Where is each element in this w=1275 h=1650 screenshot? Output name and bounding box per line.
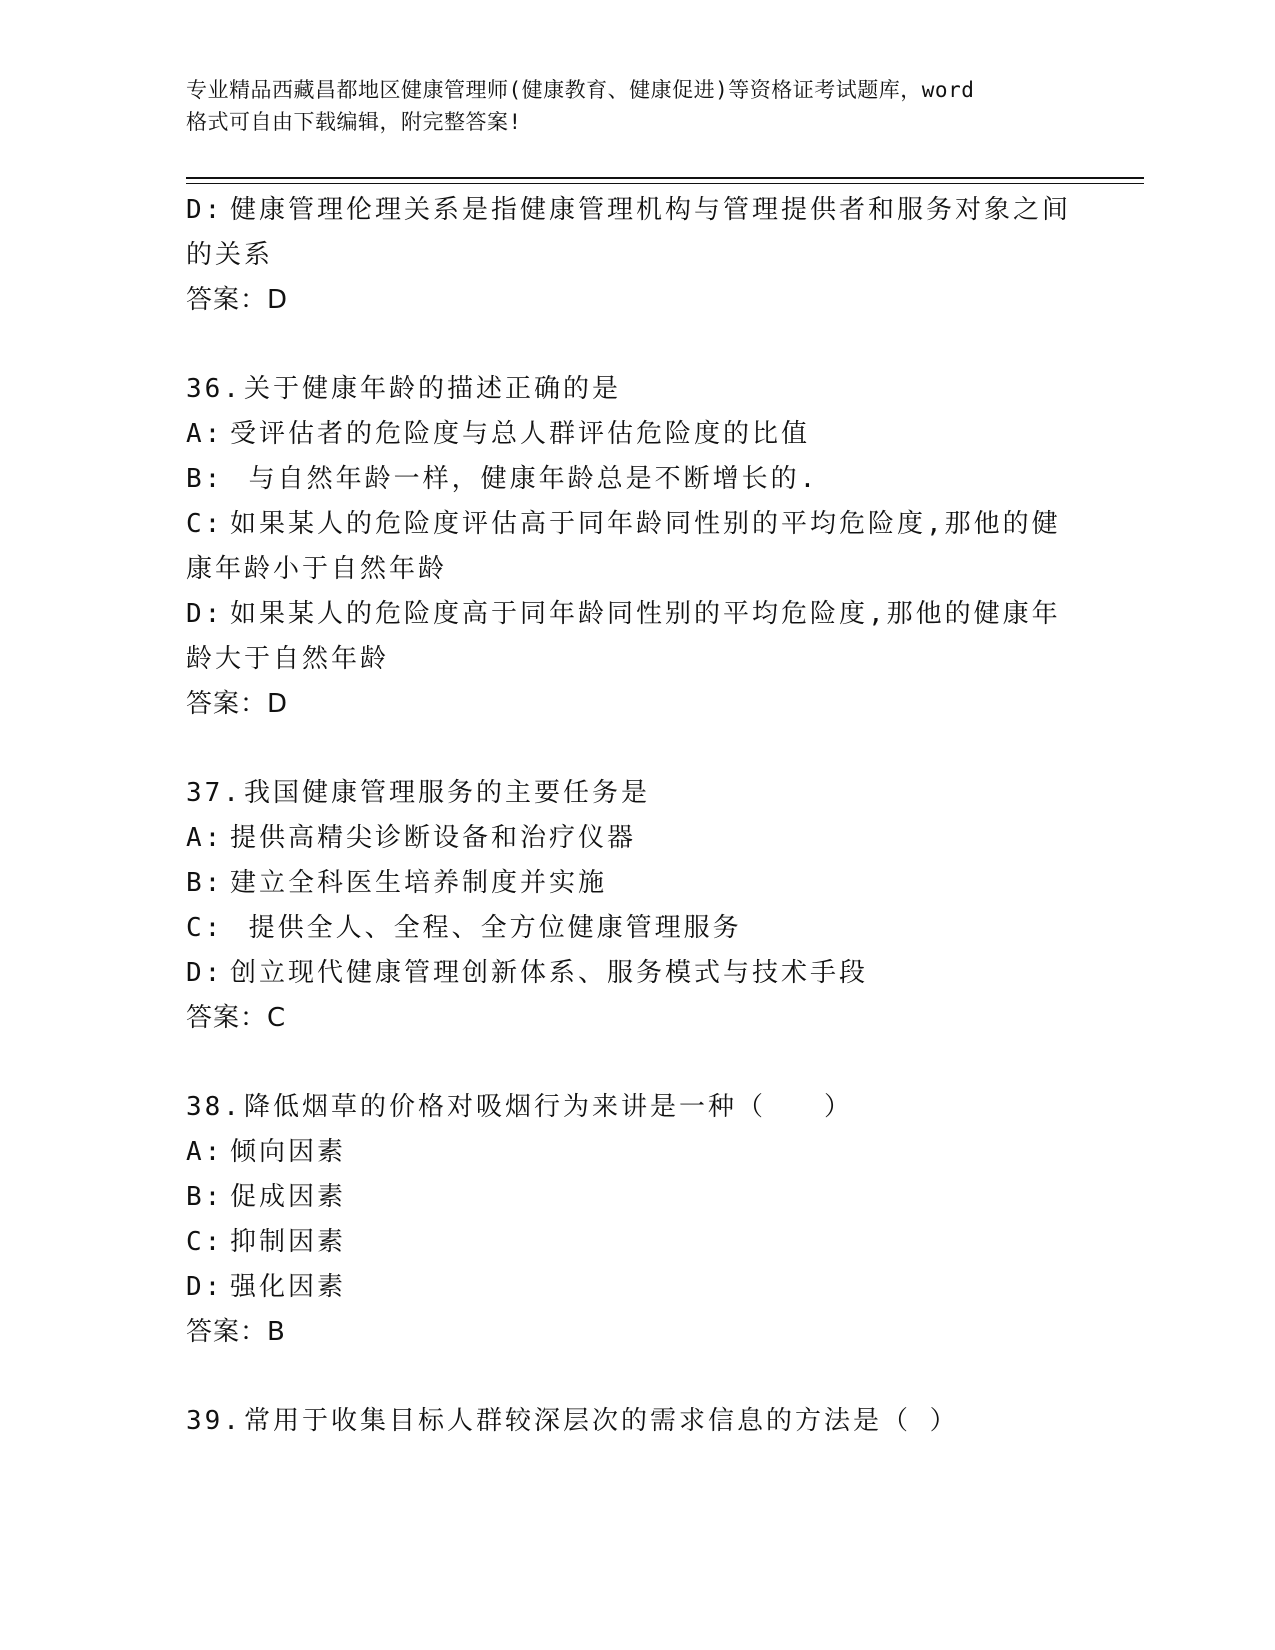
option-text: 与自然年龄一样，健康年龄总是不断增长的. <box>230 464 819 494</box>
option-text: 如果某人的危险度评估高于同年龄同性别的平均危险度,那他的健 <box>230 509 1061 539</box>
option-letter: A: <box>186 419 224 449</box>
option-text: 抑制因素 <box>230 1227 347 1257</box>
question-36 <box>186 367 1086 727</box>
option-letter: C: <box>186 509 224 539</box>
question-stem <box>186 1399 1086 1444</box>
question-39 <box>186 1399 1086 1444</box>
question-stem <box>186 771 1086 816</box>
option-letter: C: <box>186 1227 224 1257</box>
option-letter: B: <box>186 1182 224 1212</box>
option-c <box>186 1220 1086 1265</box>
option-text: 创立现代健康管理创新体系、服务模式与技术手段 <box>230 958 869 988</box>
option-letter: B: <box>186 464 224 494</box>
option-letter: D: <box>186 958 224 988</box>
answer: 答案：B <box>186 1317 286 1347</box>
option-text: 促成因素 <box>230 1182 347 1212</box>
option-c <box>186 906 1086 951</box>
question-number: 37. <box>186 778 242 808</box>
option-d <box>186 592 1086 637</box>
option-d <box>186 1265 1086 1310</box>
answer: 答案：D <box>186 285 289 315</box>
question-text: 降低烟草的价格对吸烟行为来讲是一种（ ） <box>244 1092 854 1122</box>
option-text: 提供高精尖诊断设备和治疗仪器 <box>230 823 637 853</box>
question-stem <box>186 1085 1086 1130</box>
option-letter: A: <box>186 1137 224 1167</box>
option-c <box>186 502 1086 547</box>
option-text: 健康管理伦理关系是指健康管理机构与管理提供者和服务对象之间 <box>230 195 1072 225</box>
option-text: 受评估者的危险度与总人群评估危险度的比值 <box>230 419 811 449</box>
option-letter: C: <box>186 913 224 943</box>
option-letter: D: <box>186 195 224 225</box>
header-line-1: 专业精品西藏昌都地区健康管理师(健康教育、健康促进)等资格证考试题库，word <box>186 78 975 102</box>
header-rule-thick <box>186 177 1144 179</box>
question-38 <box>186 1085 1086 1355</box>
question-number: 39. <box>186 1406 242 1436</box>
option-text: 如果某人的危险度高于同年龄同性别的平均危险度,那他的健康年 <box>230 599 1061 629</box>
option-letter: D: <box>186 1272 224 1302</box>
option-text: 倾向因素 <box>230 1137 347 1167</box>
answer: 答案：D <box>186 689 289 719</box>
option-letter: D: <box>186 599 224 629</box>
question-number: 38. <box>186 1092 242 1122</box>
option-d-continued: 龄大于自然年龄 <box>186 644 390 674</box>
option-d-continued: 的关系 <box>186 240 274 270</box>
option-text: 强化因素 <box>230 1272 347 1302</box>
question-text: 关于健康年龄的描述正确的是 <box>244 374 622 404</box>
question-number: 36. <box>186 374 242 404</box>
question-stem <box>186 367 1086 412</box>
option-letter: B: <box>186 868 224 898</box>
option-a <box>186 1130 1086 1175</box>
option-a <box>186 412 1086 457</box>
option-a <box>186 816 1086 861</box>
option-b <box>186 1175 1086 1220</box>
prev-question <box>186 188 1086 323</box>
option-d <box>186 951 1086 996</box>
option-text: 提供全人、全程、全方位健康管理服务 <box>230 913 742 943</box>
question-37 <box>186 771 1086 1041</box>
answer: 答案：C <box>186 1003 287 1033</box>
option-c-continued: 康年龄小于自然年龄 <box>186 554 448 584</box>
question-text: 我国健康管理服务的主要任务是 <box>244 778 651 808</box>
header-line-2: 格式可自由下载编辑，附完整答案! <box>186 110 522 134</box>
option-b <box>186 457 1086 502</box>
option-letter: A: <box>186 823 224 853</box>
header-rule-thin <box>186 183 1144 184</box>
document-header <box>186 74 1086 138</box>
question-content <box>186 188 1086 1444</box>
option-d <box>186 188 1086 233</box>
question-text: 常用于收集目标人群较深层次的需求信息的方法是（ ） <box>244 1406 959 1436</box>
option-b <box>186 861 1086 906</box>
option-text: 建立全科医生培养制度并实施 <box>230 868 608 898</box>
